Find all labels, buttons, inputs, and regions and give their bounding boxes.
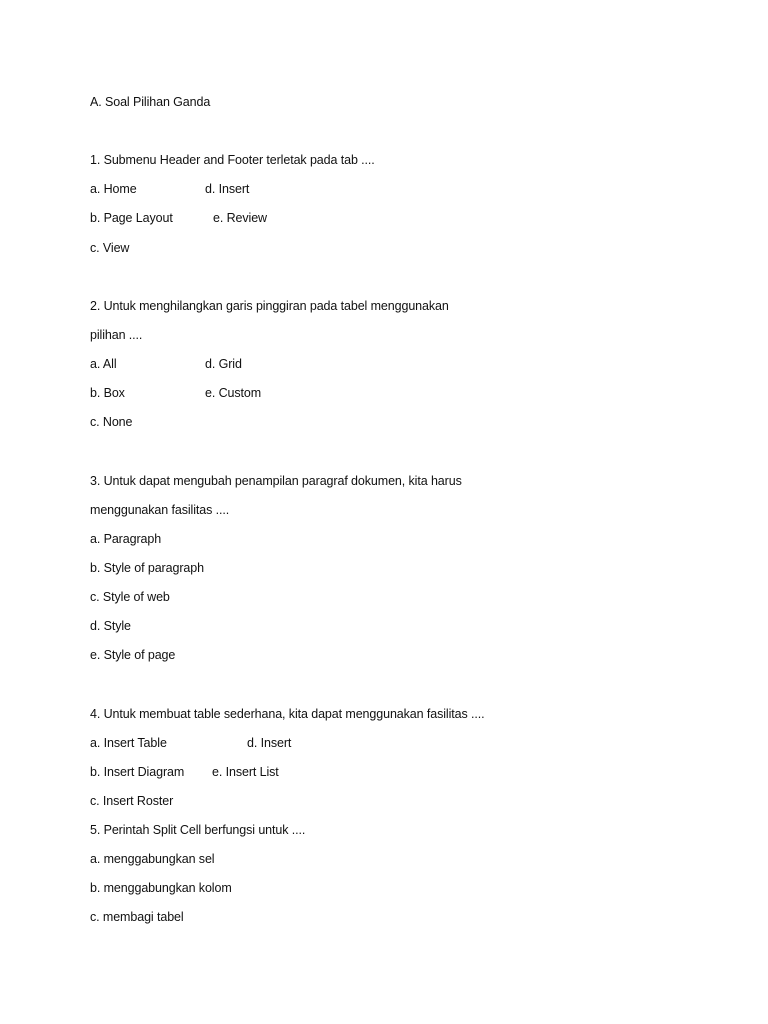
question-3-option-d: d. Style: [90, 619, 131, 633]
question-1-option-c: c. View: [90, 241, 130, 255]
question-4-option-b: b. Insert Diagram: [90, 765, 185, 779]
question-4-option-e: e. Insert List: [212, 765, 279, 779]
question-2-option-a: a. All: [90, 357, 117, 371]
question-2-option-c: c. None: [90, 415, 133, 429]
question-5-option-b: b. menggabungkan kolom: [90, 881, 232, 895]
question-5-option-c: c. membagi tabel: [90, 910, 184, 924]
question-2-text-line-2: pilihan ....: [90, 328, 143, 342]
question-4-option-a: a. Insert Table: [90, 736, 167, 750]
question-1-text: 1. Submenu Header and Footer terletak pada tab ....: [90, 153, 375, 167]
question-2-option-d: d. Grid: [205, 357, 242, 371]
question-3-option-a: a. Paragraph: [90, 532, 162, 546]
question-3-option-e: e. Style of page: [90, 648, 176, 662]
question-2-option-b: b. Box: [90, 386, 125, 400]
question-5-option-a: a. menggabungkan sel: [90, 852, 215, 866]
question-4-option-d: d. Insert: [247, 736, 292, 750]
question-1-option-d: d. Insert: [205, 182, 250, 196]
question-2-option-e: e. Custom: [205, 386, 262, 400]
question-3-option-c: c. Style of web: [90, 590, 170, 604]
question-1-option-e: e. Review: [213, 211, 267, 225]
question-4-text: 4. Untuk membuat table sederhana, kita dapat menggunakan fasilitas ....: [90, 707, 485, 721]
question-5-text: 5. Perintah Split Cell berfungsi untuk ....: [90, 823, 306, 837]
question-1-option-b: b. Page Layout: [90, 211, 173, 225]
question-1-option-a: a. Home: [90, 182, 137, 196]
question-2-text-line-1: 2. Untuk menghilangkan garis pinggiran pada tabel menggunakan: [90, 299, 449, 313]
question-4-option-c: c. Insert Roster: [90, 794, 174, 808]
question-3-text-line-2: menggunakan fasilitas ....: [90, 503, 230, 517]
section-title: A. Soal Pilihan Ganda: [90, 95, 211, 109]
question-3-text-line-1: 3. Untuk dapat mengubah penampilan paragraf dokumen, kita harus: [90, 474, 462, 488]
question-3-option-b: b. Style of paragraph: [90, 561, 204, 575]
